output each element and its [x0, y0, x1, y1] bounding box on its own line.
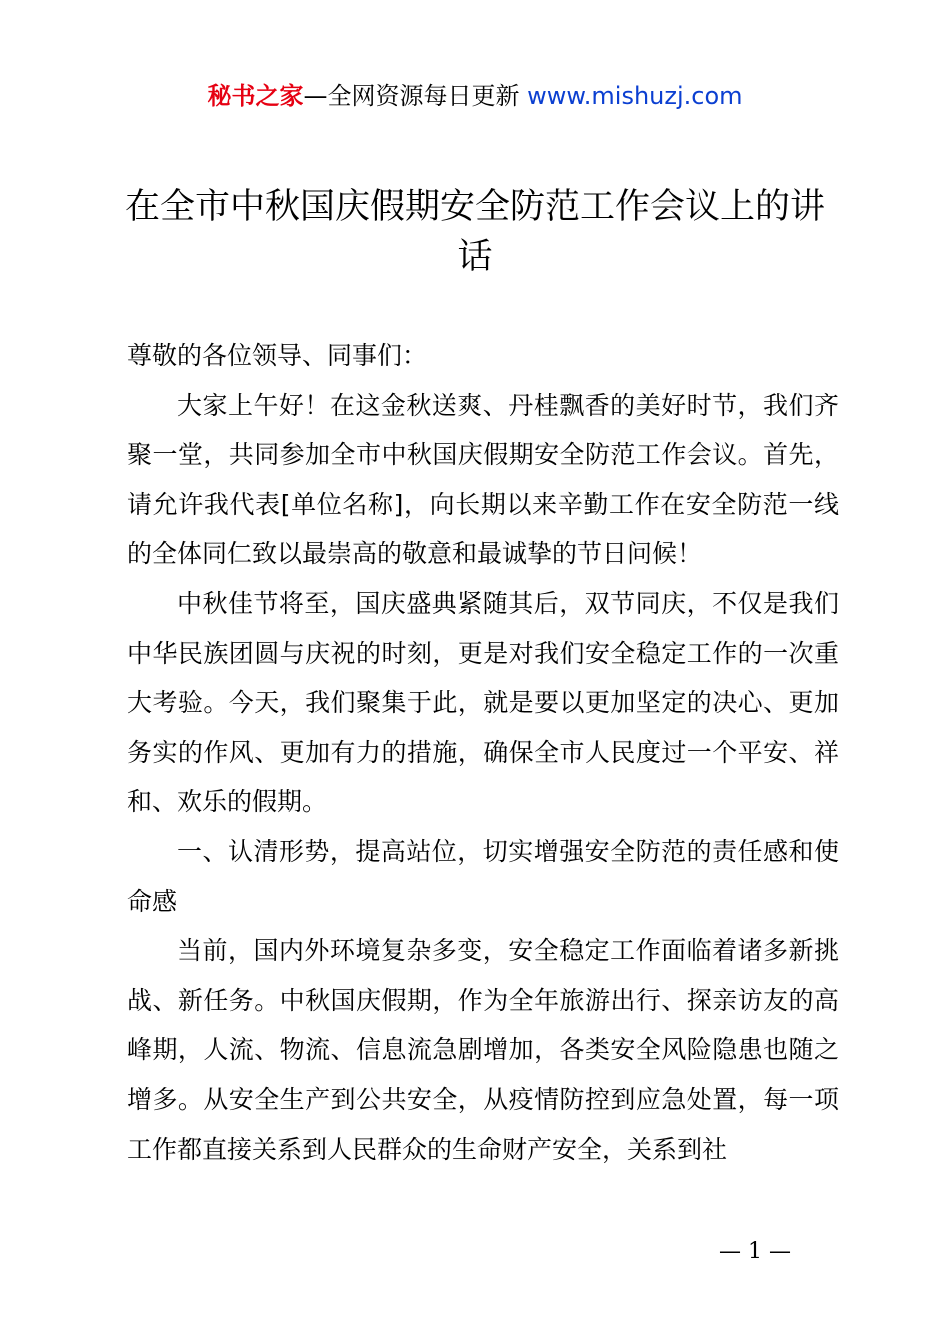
- site-header: [0, 80, 950, 112]
- document-body: [127, 331, 839, 1174]
- paragraph-intro: 中秋佳节将至，国庆盛典紧随其后，双节同庆，不仅是我们中华民族团圆与庆祝的时刻，更是对我们安全稳定工作的一次重大考验。今天，我们聚集于此，就是要以更加坚定的决心、更加务实的作风、更加有力的措施，确保全市人民度过一个平安、祥和、欢乐的假期。: [127, 588, 839, 817]
- page-number: — 1 —: [719, 1239, 791, 1264]
- paragraph-greeting: 大家上午好！在这金秋送爽、丹桂飘香的美好时节，我们齐聚一堂，共同参加全市中秋国庆假期安全防范工作会议。首先，请允许我代表[单位名称]，向长期以来辛勤工作在安全防范一线的全体同仁致以最崇高的敬意和最诚挚的节日问候！: [127, 390, 839, 569]
- site-tagline: —全网资源每日更新: [303, 82, 528, 110]
- site-url[interactable]: www.mishuzj.com: [527, 82, 743, 110]
- paragraph-situation: 当前，国内外环境复杂多变，安全稳定工作面临着诸多新挑战、新任务。中秋国庆假期，作为全年旅游出行、探亲访友的高峰期，人流、物流、信息流急剧增加，各类安全风险隐患也随之增多。从安全生产到公共安全，从疫情防控到应急处置，每一项工作都直接关系到人民群众的生命财产安全，关系到社: [127, 936, 839, 1164]
- salutation: 尊敬的各位领导、同事们：: [127, 341, 428, 370]
- document-title: 在全市中秋国庆假期安全防范工作会议上的讲话: [124, 187, 825, 277]
- section-heading: 一、认清形势，提高站位，切实增强安全防范的责任感和使命感: [127, 836, 839, 916]
- site-brand: 秘书之家: [207, 82, 304, 110]
